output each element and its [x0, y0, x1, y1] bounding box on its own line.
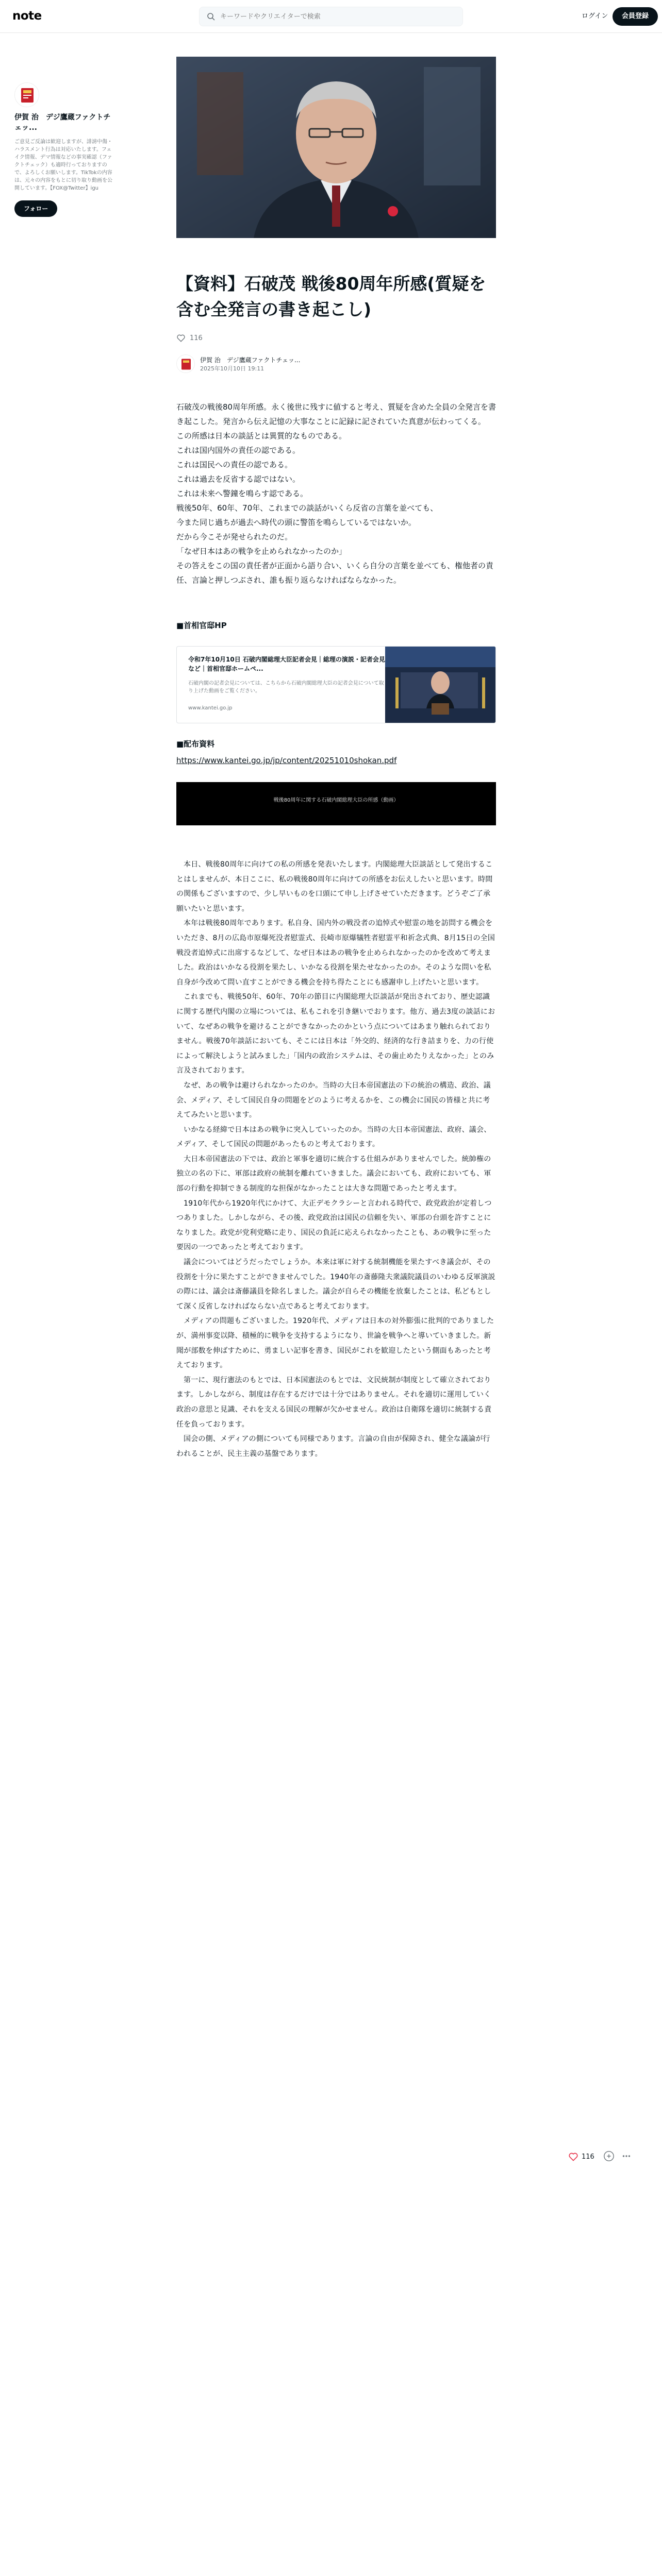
- speech-paragraph: なぜ、あの戦争は避けられなかったのか。当時の大日本帝国憲法の下の統治の構造、政治、議会、メディア、そして国民自身の問題をどのように考えるかを、この機会に国民の皆様と共に考えてみたいと思います。: [176, 1081, 491, 1120]
- heart-icon[interactable]: [176, 333, 186, 343]
- embed-domain: www.kantei.go.jp: [188, 705, 233, 711]
- floating-like[interactable]: [568, 2151, 594, 2162]
- hero-image: [176, 57, 496, 238]
- creator-avatar[interactable]: [14, 82, 39, 107]
- handout-link[interactable]: https://www.kantei.go.jp/jp/content/20251010shokan.pdf: [176, 756, 397, 765]
- speech-paragraph: 大日本帝国憲法の下では、政治と軍事を適切に統合する仕組みがありませんでした。統帥権の独立の名の下に、軍部は政府の統制を離れていきました。議会においても、政府においても、軍部の行動を抑制できる制度的な担保がなかったことは大きな問題であったと考えます。: [176, 1155, 491, 1193]
- floating-like-count: 116: [582, 2153, 594, 2161]
- speech-paragraph: 1910年代から1920年代にかけて、大正デモクラシーと言われる時代で、政党政治が定着しつつありました。しかしながら、その後、政党政治は国民の信頼を失い、軍部の台頭を許すことになりました。政党が党利党略に走り、国民の負託に応えられなかったことも、あの戦争に至った要因の一つであったと考えております。: [176, 1199, 492, 1252]
- author-name[interactable]: 伊賀 治 デジ鷹蔵ファクトチェッ...: [200, 357, 301, 364]
- author-info: [176, 354, 496, 373]
- publish-date: 2025年10月10日 19:11: [200, 365, 264, 372]
- like-row: [176, 332, 496, 344]
- speech-paragraph: いかなる経緯で日本はあの戦争に突入していったのか。当時の大日本帝国憲法、政府、議会、メディア、そして国民の問題があったものと考えております。: [176, 1125, 491, 1149]
- intro-line: これは国民への責任の認である。: [176, 460, 293, 469]
- intro-line: これは未来へ警鐘を鳴らす認である。: [176, 489, 308, 498]
- embed-title: 令和7年10月10日 石破内閣総理大臣記者会見｜総理の演説・記者会見など｜首相官邸ホームペ...: [188, 656, 385, 672]
- intro-line: これは過去を反省する認ではない。: [176, 474, 301, 484]
- gov-hp-heading: ■首相官邸HP: [176, 621, 227, 630]
- video-embed[interactable]: [176, 782, 496, 825]
- note-logo[interactable]: note: [12, 9, 42, 23]
- speech-paragraph: 国会の側、メディアの側についても同様であります。言論の自由が保障され、健全な議論が行われることが、民主主義の基盤であります。: [176, 1435, 490, 1458]
- creator-name[interactable]: 伊賀 治 デジ鷹蔵ファクトチェッ...: [14, 113, 111, 132]
- article-title: 【資料】石破茂 戦後80周年所感(質疑を含む全発言の書き起こし): [176, 274, 486, 319]
- follow-button[interactable]: フォロー: [14, 200, 57, 217]
- intro-text: [176, 400, 496, 587]
- intro-line: 石破茂の戦後80周年所感。永く後世に残すに値すると考え、質疑を含めた全員の全発言を書き起こした。発言から伝え記憶の大事なことに記録に記されていた真意が伝わってくる。: [176, 402, 496, 426]
- embed-description: 石破内閣の記者会見については、こちらから石破内閣総理大臣の記者会見について取り上げた動画をご覧ください。: [188, 681, 384, 694]
- intro-line: この所感は日本の談話とは異質的なものである。: [176, 431, 347, 440]
- speech-paragraph: 本年は戦後80周年であります。私自身、国内外の戦没者の追悼式や慰霊の地を訪問する機会をいただき、8月の広島市原爆死没者慰霊式、長崎市原爆犠牲者慰霊平和祈念式典、8月15日の全国戦没者追悼式に出席するなどして、なぜ日本はあの戦争を止められなかったのかを改めて考えました。政治はいかなる役割を果たし、いかなる役割を果たせなかったのか。そのような問いを私自身が今改めて問い直すことができる機会を持ち得たことにも感謝申し上げたいと思います。: [176, 919, 495, 987]
- intro-line: だから今こそが発せられたのだ。: [176, 532, 293, 541]
- intro-line: これは国内国外の責任の認である。: [176, 446, 301, 455]
- search-box[interactable]: [199, 7, 463, 26]
- speech-transcript: [176, 857, 496, 1461]
- video-caption: 戦後80周年に関する石破内閣総理大臣の所感（動画）: [273, 798, 399, 803]
- intro-line: 今また同じ過ちが過去へ時代の頭に警笛を鳴らしているではないか。: [176, 518, 416, 527]
- more-icon[interactable]: [621, 2150, 632, 2162]
- site-header: [0, 0, 662, 33]
- share-icon[interactable]: [603, 2150, 615, 2162]
- signup-button[interactable]: 会員登録: [613, 7, 658, 26]
- speech-paragraph: 議会についてはどうだったでしょうか。本来は軍に対する統制機能を果たすべき議会が、その役割を十分に果たすことができませんでした。1940年の斎藤隆夫衆議院議員のいわゆる反軍演説の際には、議会は斎藤議員を除名しました。議会が自らその機能を放棄したことは、私どもとして深く反省しなければならない点であると考えております。: [176, 1258, 495, 1311]
- speech-paragraph: メディアの問題もございました。1920年代、メディアは日本の対外膨張に批判的でありましたが、満州事変以降、積極的に戦争を支持するようになり、世論を戦争へと導いていきました。新聞が部数を伸ばすために、勇ましい記事を書き、国民がこれを歓迎したという側面もあったと考えております。: [176, 1317, 494, 1370]
- like-count: 116: [190, 334, 203, 342]
- search-icon: [207, 12, 215, 21]
- search-input[interactable]: [220, 7, 457, 26]
- speech-paragraph: これまでも、戦後50年、60年、70年の節目に内閣総理大臣談話が発出されており、歴史認識に関する歴代内閣の立場については、私もこれを引き継いでおります。他方、過去3度の談話において、なぜあの戦争を避けることができなかったのかという点についてはあまり触れられておりません。戦後70年談話においても、そこには日本は「外交的、経済的な行き詰まりを、力の行使によって解決しようと試みました」「国内の政治システムは、その歯止めたりえなかった」とのみ言及されております。: [176, 993, 495, 1075]
- author-avatar[interactable]: [176, 354, 195, 373]
- article: [176, 57, 496, 1461]
- creator-sidebar: [14, 82, 112, 217]
- creator-bio: ご意見ご反論は歓迎しますが、誹謗中傷・ハラスメント行為は対応いたします。フェイク情報、デマ情報などの事実確認（ファクトチェック）も適時行っておりますので、よろしくお願いします。TikTokの内容は、元々の内容をもとに切り取り動画を公開しています。【FOX@Twitter】igu: [14, 139, 112, 191]
- intro-line: 「なぜ日本はあの戦争を止められなかったのか」: [176, 547, 347, 556]
- embed-thumbnail: [385, 647, 495, 723]
- link-embed-card[interactable]: [176, 646, 496, 723]
- speech-paragraph: 第一に、現行憲法のもとでは、日本国憲法のもとでは、文民統制が制度として確立されております。しかしながら、制度は存在するだけでは十分ではありません。それを適切に運用していく政治の意思と見識、それを支える国民の理解が欠かせません。政治は自衛隊を適切に統制する責任を負っております。: [176, 1376, 492, 1429]
- heart-icon[interactable]: [568, 2151, 578, 2162]
- intro-line: 戦後50年、60年、70年、これまでの談話がいくら反省の言葉を並べても、: [176, 503, 438, 513]
- handout-heading: ■配布資料: [176, 739, 215, 749]
- login-button[interactable]: ログイン: [582, 12, 608, 20]
- speech-paragraph: 本日、戦後80周年に向けての私の所感を発表いたします。内閣総理大臣談話として発出することはしませんが、本日ここに、私の戦後80周年に向けての所感をお伝えしたいと思います。時間の関係もございますので、少し早いものを口頭にて申し上げさせていただきます。どうぞご了承願いたいと思います。: [176, 860, 493, 913]
- intro-line: その答えをこの国の責任者が正面から語り合い、いくら自分の言葉を並べても、権他者の責任、言論と押しつぶされ、誰も振り返らなければならなかった。: [176, 561, 494, 585]
